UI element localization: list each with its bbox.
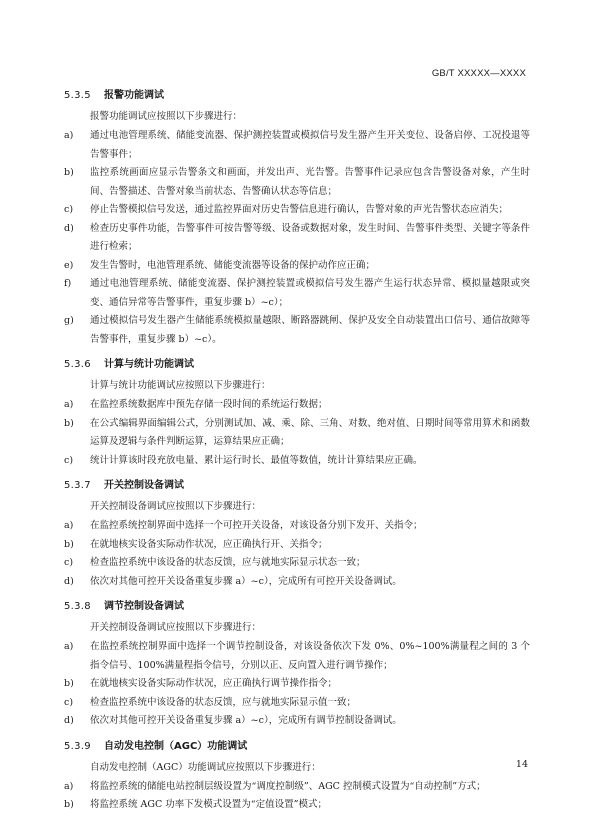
- section-intro: 计算与统计功能调试应按照以下步骤进行：: [90, 380, 271, 391]
- list-item-text: 通过模拟信号发生器产生储能系统模拟量越限、断路器跳闸、保护及安全自动装置出口信号、通信故障等告警事件，重复步骤 b）~c）。: [90, 315, 530, 345]
- list-item-label: d): [64, 715, 74, 726]
- list-item: [64, 452, 530, 471]
- list-item-label: b): [64, 799, 74, 810]
- section-intro: 自动发电控制（AGC）功能调试应按照以下步骤进行：: [90, 761, 321, 773]
- list-item-label: g): [64, 315, 74, 326]
- list-item: [64, 536, 530, 555]
- section-title: 开关控制设备调试: [104, 480, 184, 491]
- section-heading: [64, 737, 530, 757]
- list-item-text: 在公式编辑界面编辑公式，分别测试加、减、乘、除、三角、对数、绝对值、日期时间等常用算术和函数运算及逻辑与条件判断运算，运算结果应正确；: [90, 417, 530, 447]
- section-number: 5.3.8: [64, 601, 91, 612]
- list-item-label: c): [64, 204, 74, 215]
- section-number: 5.3.6: [64, 359, 91, 370]
- list-item: [64, 312, 530, 349]
- section-heading: [64, 355, 530, 375]
- list-item-text: 将监控系统 AGC 功率下发模式设置为“定值设置”模式；: [90, 799, 327, 810]
- section-intro: 开关控制设备调试应按照以下步骤进行：: [90, 501, 262, 512]
- section-heading: [64, 597, 530, 617]
- list-item-text: 通过电池管理系统、储能变流器、保护测控装置或模拟信号发生器产生运行状态异常、模拟量越限或突变、通信异常等告警事件，重复步骤 b）~c）；: [90, 278, 530, 308]
- list-item: [64, 675, 530, 694]
- list-item-label: c): [64, 557, 74, 568]
- section: [64, 476, 530, 591]
- list-item-label: b): [64, 167, 74, 178]
- list-item-text: 在监控系统控制界面中选择一个调节控制设备，对该设备依次下发 0%、0%~100%满量程之间的 3 个指令信号、100%满量程指令信号，分别以正、反向置入进行调节操作；: [90, 641, 530, 671]
- list-item-label: b): [64, 678, 74, 689]
- list-item: [64, 517, 530, 536]
- list-item-text: 在监控系统控制界面中选择一个可控开关设备，对该设备分别下发开、关指令；: [90, 520, 423, 531]
- section-title: 报警功能调试: [104, 90, 164, 101]
- list-item: [64, 778, 530, 797]
- list-item-text: 通过电池管理系统、储能变流器、保护测控装置或模拟信号发生器产生开关变位、设备启停、工况投退等告警事件；: [90, 130, 530, 160]
- list-item-text: 依次对其他可控开关设备重复步骤 a）~c），完成所有可控开关设备调试。: [90, 575, 402, 587]
- list-item-label: a): [64, 641, 74, 652]
- section: [64, 86, 530, 349]
- section: [64, 737, 530, 815]
- list-item-text: 在监控系统数据库中预先存储一段时间的系统运行数据；: [90, 399, 328, 410]
- list-item-label: f): [64, 278, 72, 289]
- list-item-label: a): [64, 399, 74, 410]
- page-number: 14: [515, 759, 528, 770]
- list-item: [64, 220, 530, 257]
- section-title: 自动发电控制（AGC）功能调试: [104, 740, 248, 752]
- list-item-text: 检查监控系统中该设备的状态反馈，应与就地实际显示值一致；: [90, 696, 357, 708]
- list-item-label: b): [64, 538, 74, 550]
- list-item-text: 在就地核实设备实际动作状况，应正确执行开、关指令；: [90, 538, 328, 550]
- list-item-label: a): [64, 520, 74, 531]
- list-item: [64, 554, 530, 573]
- list-item-text: 监控系统画面应显示告警条文和画面，并发出声、光告警。告警事件记录应包含告警设备对象，产生时间、告警描述、告警对象当前状态、告警确认状态等信息；: [90, 167, 530, 197]
- section-title: 调节控制设备调试: [104, 601, 184, 612]
- list-item-text: 将监控系统的储能电站控制层级设置为“调度控制级”、AGC 控制模式设置为“自动控制”方式；: [90, 780, 486, 792]
- section-intro: 报警功能调试应按照以下步骤进行：: [90, 111, 243, 122]
- document-code: GB/T XXXXX—XXXX: [431, 68, 526, 79]
- section-number: 5.3.5: [64, 90, 91, 101]
- list-item-label: b): [64, 417, 74, 429]
- section-heading: [64, 86, 530, 106]
- section: [64, 597, 530, 731]
- list-item: [64, 275, 530, 312]
- list-item-text: 统计计算该时段充放电量、累计运行时长、最值等数值，统计计算结果应正确。: [90, 454, 423, 466]
- list-item-label: a): [64, 130, 74, 141]
- list-item: [64, 573, 530, 592]
- list-item-label: d): [64, 222, 74, 234]
- list-item: [64, 201, 530, 220]
- list-item-text: 在就地核实设备实际动作状况，应正确执行调节操作指令；: [90, 678, 338, 689]
- list-item-label: d): [64, 575, 74, 587]
- list-item-label: c): [64, 454, 74, 466]
- list-item: [64, 712, 530, 731]
- list-item: [64, 257, 530, 276]
- section-intro: 开关控制设备调试应按照以下步骤进行：: [90, 622, 262, 633]
- section: [64, 355, 530, 470]
- section-heading: [64, 476, 530, 496]
- list-item: [64, 127, 530, 164]
- section-number: 5.3.7: [64, 480, 91, 491]
- list-item-text: 检查历史事件功能，告警事件可按告警等级、设备或数据对象，发生时间、告警事件类型、关键字等条件进行检索；: [90, 222, 530, 252]
- list-item: [64, 164, 530, 201]
- list-item-text: 检查监控系统中该设备的状态反馈，应与就地实际显示状态一致；: [90, 557, 366, 568]
- section-title: 计算与统计功能调试: [104, 359, 194, 370]
- list-item-text: 依次对其他可控开关设备重复步骤 a）~c），完成所有调节控制设备调试。: [90, 715, 402, 726]
- list-item: [64, 638, 530, 675]
- list-item: [64, 396, 530, 415]
- list-item-label: c): [64, 696, 74, 708]
- list-item: [64, 694, 530, 713]
- list-item: [64, 796, 530, 815]
- document-body: [64, 80, 530, 815]
- list-item-text: 停止告警模拟信号发送，通过监控界面对历史告警信息进行确认，告警对象的声光告警状态应消失；: [90, 204, 509, 215]
- list-item-text: 发生告警时，电池管理系统、储能变流器等设备的保护动作应正确；: [90, 259, 376, 271]
- list-item: [64, 415, 530, 452]
- list-item-label: a): [64, 780, 74, 792]
- list-item-label: e): [64, 259, 74, 271]
- section-number: 5.3.9: [64, 740, 91, 752]
